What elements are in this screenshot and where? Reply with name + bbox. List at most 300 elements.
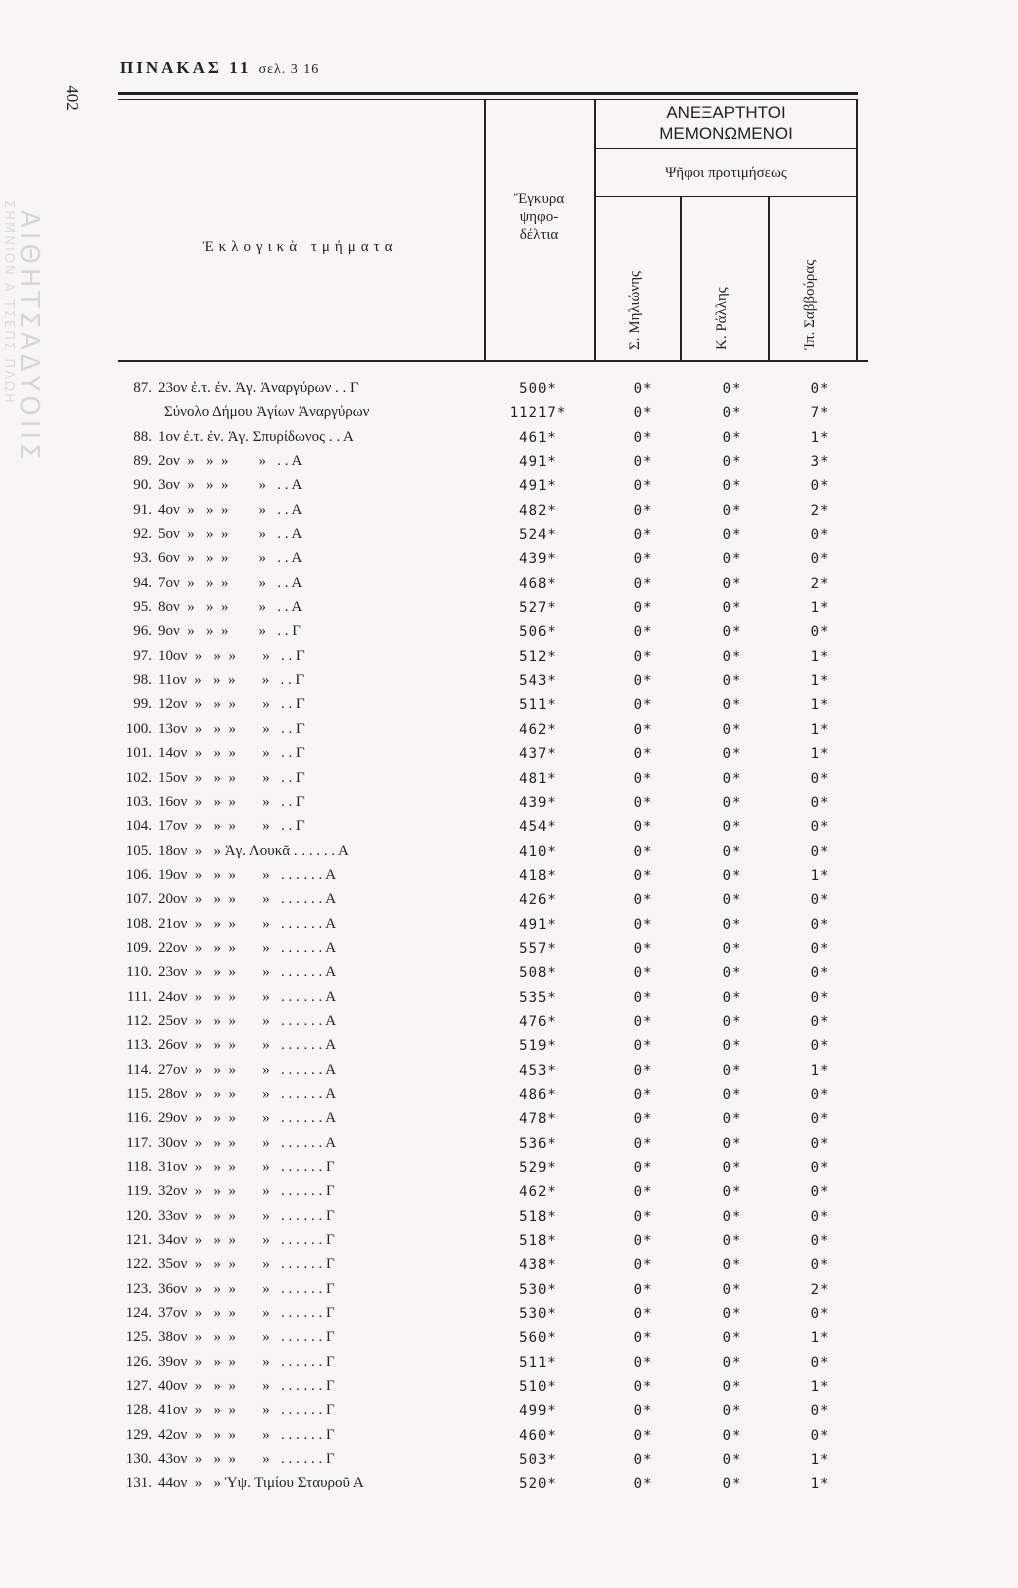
row-label: 39ον » » » » . . . . . . Γ: [158, 1353, 335, 1370]
table-row: [100, 841, 880, 865]
valid-ballots-cell: 511*: [519, 1354, 557, 1371]
table-row: [100, 816, 880, 840]
valid-ballots-cell: 536*: [519, 1135, 557, 1152]
candidate-2-cell: 0*: [722, 746, 742, 763]
table-row: [100, 670, 880, 694]
valid-ballots-cell: 503*: [519, 1452, 557, 1469]
candidate-2-cell: 0*: [722, 1184, 742, 1201]
row-number: 88.: [133, 428, 152, 445]
valid-ballots-cell: 462*: [519, 721, 557, 738]
valid-ballots-cell: 510*: [519, 1379, 557, 1396]
row-label: 1ον ἐ.τ. ἐν. Ἁγ. Σπυρίδωνος . . Α: [158, 428, 354, 445]
candidate-1-cell: 0*: [633, 1038, 653, 1055]
candidate-3-cell: 0*: [810, 1038, 830, 1055]
candidate-3-cell: 0*: [810, 892, 830, 909]
valid-ballots-cell: 524*: [519, 527, 557, 544]
row-label: 22ον » » » » . . . . . . Α: [158, 939, 337, 956]
candidate-2-cell: 0*: [722, 843, 742, 860]
candidate-2-cell: 0*: [722, 551, 742, 568]
table-row: [100, 1011, 880, 1035]
candidate-1-cell: 0*: [633, 1062, 653, 1079]
candidate-1-cell: 0*: [633, 819, 653, 836]
candidate-3-cell: 0*: [810, 843, 830, 860]
candidate-2-cell: 0*: [722, 989, 742, 1006]
candidate-3-cell: 0*: [810, 1306, 830, 1323]
row-number: 100.: [125, 720, 152, 737]
col-divider-cand3: [768, 196, 770, 362]
header-candidate-2: Κ. Ράλλης: [714, 287, 730, 350]
table-row: [100, 1108, 880, 1132]
candidate-3-cell: 0*: [810, 770, 830, 787]
candidate-3-cell: 1*: [810, 1476, 830, 1493]
table-body: [100, 378, 880, 1498]
candidate-1-cell: 0*: [633, 551, 653, 568]
valid-ballots-cell: 482*: [519, 502, 557, 519]
valid-ballots-cell: 478*: [519, 1111, 557, 1128]
row-label: 21ον » » » » . . . . . . Α: [158, 915, 337, 932]
row-label: 2ον » » » » . . Α: [158, 453, 303, 470]
table-row: [100, 1035, 880, 1059]
row-label: 8ον » » » » . . Α: [158, 599, 303, 616]
valid-ballots-cell: 491*: [519, 916, 557, 933]
row-label: 4ον » » » » . . Α: [158, 501, 303, 518]
valid-ballots-cell: 511*: [519, 697, 557, 714]
valid-ballots-cell: 468*: [519, 575, 557, 592]
candidate-2-cell: 0*: [722, 1038, 742, 1055]
valid-ballots-cell: 461*: [519, 429, 557, 446]
candidate-3-cell: 0*: [810, 1184, 830, 1201]
candidate-1-cell: 0*: [633, 1281, 653, 1298]
candidate-1-cell: 0*: [633, 648, 653, 665]
valid-ballots-cell: 437*: [519, 746, 557, 763]
table-row: [100, 914, 880, 938]
header-valid-line2: ψηφο-: [519, 209, 559, 225]
candidate-2-cell: 0*: [722, 575, 742, 592]
row-number: 117.: [126, 1134, 152, 1151]
row-label: 20ον » » » » . . . . . . Α: [158, 891, 337, 908]
row-number: 114.: [126, 1061, 152, 1078]
table-row: [100, 1473, 880, 1497]
row-number: 107.: [125, 891, 152, 908]
candidate-3-cell: 1*: [810, 867, 830, 884]
row-label: 43ον » » » » . . . . . . Γ: [158, 1451, 335, 1468]
candidate-2-cell: 0*: [722, 502, 742, 519]
valid-ballots-cell: 519*: [519, 1038, 557, 1055]
row-number: 122.: [125, 1256, 152, 1273]
candidate-2-cell: 0*: [722, 867, 742, 884]
valid-ballots-cell: 500*: [519, 381, 557, 397]
candidate-1-cell: 0*: [633, 940, 653, 957]
candidate-1-cell: 0*: [633, 1208, 653, 1225]
row-label: 40ον » » » » . . . . . . Γ: [158, 1378, 335, 1395]
valid-ballots-cell: 518*: [519, 1233, 557, 1250]
candidate-3-cell: 0*: [810, 1427, 830, 1444]
table-row: [100, 962, 880, 986]
row-label: 23ον » » » » . . . . . . Α: [158, 964, 337, 981]
candidate-3-cell: 1*: [810, 648, 830, 665]
row-number: 93.: [133, 550, 152, 567]
table-row: [100, 427, 880, 451]
row-label: 19ον » » » » . . . . . . Α: [158, 866, 337, 883]
candidate-3-cell: 0*: [810, 551, 830, 568]
candidate-3-cell: 0*: [810, 989, 830, 1006]
valid-ballots-cell: 520*: [519, 1476, 557, 1493]
row-label: 23ον ἐ.τ. ἐν. Ἀγ. Ἀναργύρων . . Γ: [158, 380, 359, 396]
candidate-1-cell: 0*: [633, 1476, 653, 1493]
row-label: 18ον » » Ἁγ. Λουκᾶ . . . . . . Α: [158, 842, 349, 859]
candidate-1-cell: 0*: [633, 1086, 653, 1103]
table-row: [100, 597, 880, 621]
table-row: [100, 1425, 880, 1449]
table-row: [100, 573, 880, 597]
candidate-3-cell: 0*: [810, 1111, 830, 1128]
candidate-3-cell: 1*: [810, 1379, 830, 1396]
valid-ballots-cell: 476*: [519, 1013, 557, 1030]
table-row: [100, 987, 880, 1011]
header-candidate-1: Σ. Μηλιώνης: [627, 271, 643, 350]
row-number: 119.: [126, 1183, 152, 1200]
table-row: [100, 1206, 880, 1230]
candidate-2-cell: 0*: [722, 1233, 742, 1250]
candidate-2-cell: 0*: [722, 1354, 742, 1371]
valid-ballots-cell: 11217*: [509, 405, 567, 422]
row-number: 97.: [133, 647, 152, 664]
candidate-3-cell: 0*: [810, 624, 830, 641]
header-bottom-rule: [118, 360, 868, 362]
candidate-3-cell: 0*: [810, 1160, 830, 1176]
candidate-1-cell: 0*: [633, 1160, 653, 1176]
row-label: 36ον » » » » . . . . . . Γ: [158, 1280, 335, 1297]
row-label: 16ον » » » » . . Γ: [158, 793, 305, 810]
row-number: 113.: [126, 1037, 152, 1054]
candidate-1-cell: 0*: [633, 624, 653, 641]
row-label: 44ον » » Ὑψ. Τιμίου Σταυροῦ Α: [158, 1475, 364, 1492]
candidate-2-cell: 0*: [722, 1257, 742, 1274]
candidate-2-cell: 0*: [722, 819, 742, 836]
row-label: 37ον » » » » . . . . . . Γ: [158, 1305, 335, 1322]
candidate-3-cell: 0*: [810, 965, 830, 982]
candidate-1-cell: 0*: [633, 867, 653, 884]
candidate-2-cell: 0*: [722, 1403, 742, 1420]
valid-ballots-cell: 506*: [519, 624, 557, 641]
candidate-1-cell: 0*: [633, 575, 653, 592]
table-row: [100, 1279, 880, 1303]
table-row: [100, 646, 880, 670]
candidate-1-cell: 0*: [633, 478, 653, 495]
row-number: 105.: [125, 842, 152, 859]
row-label: 15ον » » » » . . Γ: [158, 769, 305, 786]
row-number: 99.: [133, 696, 152, 713]
candidate-1-cell: 0*: [633, 697, 653, 714]
table-row: [100, 792, 880, 816]
valid-ballots-cell: 418*: [519, 867, 557, 884]
table-row: [100, 548, 880, 572]
candidate-3-cell: 0*: [810, 1403, 830, 1420]
candidate-1-cell: 0*: [633, 381, 653, 397]
candidate-2-cell: 0*: [722, 405, 742, 422]
candidate-1-cell: 0*: [633, 1427, 653, 1444]
col-divider-right: [856, 100, 858, 362]
row-number: 104.: [125, 818, 152, 835]
table-row: [100, 1157, 880, 1181]
valid-ballots-cell: 491*: [519, 478, 557, 495]
valid-ballots-cell: 410*: [519, 843, 557, 860]
candidate-2-cell: 0*: [722, 1330, 742, 1347]
candidate-3-cell: 0*: [810, 381, 830, 397]
candidate-3-cell: 2*: [810, 1281, 830, 1298]
candidate-2-cell: 0*: [722, 1111, 742, 1128]
candidate-2-cell: 0*: [722, 1306, 742, 1323]
table-row: [100, 1230, 880, 1254]
candidate-2-cell: 0*: [722, 454, 742, 471]
table-row: [100, 1084, 880, 1108]
row-number: 90.: [133, 477, 152, 494]
table-row: [100, 1303, 880, 1327]
table-row: [100, 1400, 880, 1424]
row-label: 41ον » » » » . . . . . . Γ: [158, 1402, 335, 1419]
candidate-1-cell: 0*: [633, 1354, 653, 1371]
table-row: [100, 889, 880, 913]
candidate-2-cell: 0*: [722, 478, 742, 495]
header-group: [596, 102, 856, 144]
candidate-3-cell: 0*: [810, 527, 830, 544]
valid-ballots-cell: 512*: [519, 648, 557, 665]
table-row-total: [100, 402, 880, 426]
row-number: 124.: [125, 1305, 152, 1322]
row-label: 38ον » » » » . . . . . . Γ: [158, 1329, 335, 1346]
candidate-3-cell: 0*: [810, 1233, 830, 1250]
row-label: 7ον » » » » . . Α: [158, 574, 303, 591]
candidate-3-cell: 0*: [810, 478, 830, 495]
header-valid-ballots: [486, 190, 592, 244]
candidate-1-cell: 0*: [633, 721, 653, 738]
table-row: [100, 1133, 880, 1157]
candidate-2-cell: 0*: [722, 1160, 742, 1176]
candidate-1-cell: 0*: [633, 1452, 653, 1469]
table-row: [100, 743, 880, 767]
row-label: 10ον » » » » . . Γ: [158, 647, 305, 664]
table-row: [100, 768, 880, 792]
valid-ballots-cell: 508*: [519, 965, 557, 982]
row-number: 116.: [126, 1110, 152, 1127]
valid-ballots-cell: 560*: [519, 1330, 557, 1347]
candidate-1-cell: 0*: [633, 1184, 653, 1201]
row-number: 108.: [125, 915, 152, 932]
valid-ballots-cell: 426*: [519, 892, 557, 909]
row-number: 106.: [125, 866, 152, 883]
row-number: 121.: [125, 1232, 152, 1249]
row-number: 111.: [126, 988, 152, 1005]
row-number: 96.: [133, 623, 152, 640]
row-number: 118.: [126, 1159, 152, 1175]
row-number: 101.: [125, 745, 152, 762]
candidate-1-cell: 0*: [633, 673, 653, 690]
table-row: [100, 524, 880, 548]
table-row: [100, 1352, 880, 1376]
candidate-3-cell: 0*: [810, 1013, 830, 1030]
candidate-3-cell: 0*: [810, 916, 830, 933]
candidate-1-cell: 0*: [633, 1403, 653, 1420]
row-number: 89.: [133, 453, 152, 470]
valid-ballots-cell: 535*: [519, 989, 557, 1006]
table-row: [100, 938, 880, 962]
candidate-2-cell: 0*: [722, 721, 742, 738]
candidate-2-cell: 0*: [722, 600, 742, 617]
candidate-3-cell: 0*: [810, 940, 830, 957]
row-label: 33ον » » » » . . . . . . Γ: [158, 1207, 335, 1224]
candidate-3-cell: 1*: [810, 697, 830, 714]
row-number: 130.: [125, 1451, 152, 1468]
row-number: 125.: [125, 1329, 152, 1346]
candidate-3-cell: 0*: [810, 1257, 830, 1274]
candidate-3-cell: 1*: [810, 1452, 830, 1469]
candidate-1-cell: 0*: [633, 600, 653, 617]
col-divider-cand2: [680, 196, 682, 362]
candidate-3-cell: 1*: [810, 600, 830, 617]
candidate-2-cell: 0*: [722, 770, 742, 787]
row-number: 127.: [125, 1378, 152, 1395]
row-number: 98.: [133, 672, 152, 689]
candidate-2-cell: 0*: [722, 648, 742, 665]
candidate-2-cell: 0*: [722, 429, 742, 446]
valid-ballots-cell: 453*: [519, 1062, 557, 1079]
candidate-3-cell: 1*: [810, 1330, 830, 1347]
row-label: 34ον » » » » . . . . . . Γ: [158, 1232, 335, 1249]
candidate-3-cell: 7*: [810, 405, 830, 422]
header-group-line2: ΜΕΜΟΝΩΜΕΝΟΙ: [659, 124, 793, 143]
table-title: [120, 58, 319, 78]
row-number: 112.: [126, 1012, 152, 1029]
candidate-3-cell: 1*: [810, 429, 830, 446]
row-label: 3ον » » » » . . Α: [158, 477, 303, 494]
row-label: 24ον » » » » . . . . . . Α: [158, 988, 337, 1005]
side-stamp-small: ΣΗΜΝΙΟΝ Α ΤΣΕΠΣ ΠΛΩΗ: [1, 200, 16, 405]
candidate-3-cell: 1*: [810, 721, 830, 738]
valid-ballots-cell: 557*: [519, 940, 557, 957]
candidate-2-cell: 0*: [722, 1427, 742, 1444]
candidate-1-cell: 0*: [633, 746, 653, 763]
table-row: [100, 1376, 880, 1400]
table-row: [100, 694, 880, 718]
table-row: [100, 1449, 880, 1473]
row-label: Σύνολο Δήμου Ἁγίων Ἀναργύρων: [164, 404, 370, 421]
header-valid-line1: Ἔγκυρα: [513, 191, 565, 207]
header-col-label: Ἐκλογικὰ τμήματα: [202, 239, 398, 255]
candidate-3-cell: 0*: [810, 819, 830, 836]
row-label: 35ον » » » » . . . . . . Γ: [158, 1256, 335, 1273]
row-number: 94.: [133, 574, 152, 591]
header-candidate-3: Ἰπ. Σαββούρας: [802, 259, 818, 350]
candidate-1-cell: 0*: [633, 843, 653, 860]
valid-ballots-cell: 439*: [519, 794, 557, 811]
candidate-2-cell: 0*: [722, 697, 742, 714]
valid-ballots-cell: 439*: [519, 551, 557, 568]
group-rule: [594, 148, 856, 149]
row-label: 42ον » » » » . . . . . . Γ: [158, 1426, 335, 1443]
row-label: 11ον » » » » . . Γ: [158, 672, 305, 689]
row-number: 129.: [125, 1426, 152, 1443]
candidate-1-cell: 0*: [633, 1330, 653, 1347]
candidate-1-cell: 0*: [633, 1306, 653, 1323]
candidate-2-cell: 0*: [722, 1208, 742, 1225]
candidate-2-cell: 0*: [722, 1013, 742, 1030]
candidate-3-cell: 0*: [810, 1135, 830, 1152]
row-number: 126.: [125, 1353, 152, 1370]
candidate-1-cell: 0*: [633, 1379, 653, 1396]
row-number: 92.: [133, 526, 152, 543]
candidate-1-cell: 0*: [633, 454, 653, 471]
candidate-3-cell: 1*: [810, 673, 830, 690]
candidate-2-cell: 0*: [722, 1135, 742, 1152]
row-number: 131.: [125, 1475, 152, 1492]
candidate-3-cell: 0*: [810, 1086, 830, 1103]
row-number: 87.: [133, 380, 152, 396]
header-top-rule-thin: [118, 99, 858, 100]
candidate-3-cell: 0*: [810, 1354, 830, 1371]
valid-ballots-cell: 518*: [519, 1208, 557, 1225]
table-row: [100, 1181, 880, 1205]
candidate-2-cell: 0*: [722, 1379, 742, 1396]
row-number: 103.: [125, 793, 152, 810]
candidate-2-cell: 0*: [722, 892, 742, 909]
row-number: 128.: [125, 1402, 152, 1419]
row-number: 102.: [125, 769, 152, 786]
valid-ballots-cell: 462*: [519, 1184, 557, 1201]
row-number: 95.: [133, 599, 152, 616]
valid-ballots-cell: 438*: [519, 1257, 557, 1274]
table-row: [100, 475, 880, 499]
candidate-2-cell: 0*: [722, 1452, 742, 1469]
candidate-2-cell: 0*: [722, 1476, 742, 1493]
valid-ballots-cell: 460*: [519, 1427, 557, 1444]
side-stamp: ΑΙΘΗΤΣΑΔΥΟΙΙΣ: [14, 210, 44, 464]
candidate-3-cell: 0*: [810, 1208, 830, 1225]
header-group-line1: ΑΝΕΞΑΡΤΗΤΟΙ: [666, 103, 786, 122]
candidate-1-cell: 0*: [633, 1135, 653, 1152]
candidate-3-cell: 1*: [810, 746, 830, 763]
candidate-1-cell: 0*: [633, 429, 653, 446]
candidate-2-cell: 0*: [722, 1062, 742, 1079]
row-label: 14ον » » » » . . Γ: [158, 745, 305, 762]
table-title-sub: σελ. 3 16: [258, 62, 320, 77]
row-label: 9ον » » » » . . Γ: [158, 623, 301, 640]
row-label: 29ον » » » » . . . . . . Α: [158, 1110, 337, 1127]
header-top-rule: [118, 92, 858, 95]
row-label: 26ον » » » » . . . . . . Α: [158, 1037, 337, 1054]
table-row: [100, 719, 880, 743]
valid-ballots-cell: 529*: [519, 1160, 557, 1176]
table-row: [100, 621, 880, 645]
row-label: 30ον » » » » . . . . . . Α: [158, 1134, 337, 1151]
row-label: 13ον » » » » . . Γ: [158, 720, 305, 737]
candidate-1-cell: 0*: [633, 1257, 653, 1274]
row-label: 32ον » » » » . . . . . . Γ: [158, 1183, 335, 1200]
row-label: 25ον » » » » . . . . . . Α: [158, 1012, 337, 1029]
table-row: [100, 451, 880, 475]
valid-ballots-cell: 527*: [519, 600, 557, 617]
row-number: 91.: [133, 501, 152, 518]
header-valid-line3: δέλτια: [519, 227, 559, 243]
row-number: 123.: [125, 1280, 152, 1297]
candidate-1-cell: 0*: [633, 989, 653, 1006]
candidate-2-cell: 0*: [722, 381, 742, 397]
valid-ballots-cell: 499*: [519, 1403, 557, 1420]
candidate-1-cell: 0*: [633, 1013, 653, 1030]
candidate-1-cell: 0*: [633, 527, 653, 544]
candidate-3-cell: 1*: [810, 1062, 830, 1079]
row-number: 110.: [126, 964, 152, 981]
row-number: 109.: [125, 939, 152, 956]
